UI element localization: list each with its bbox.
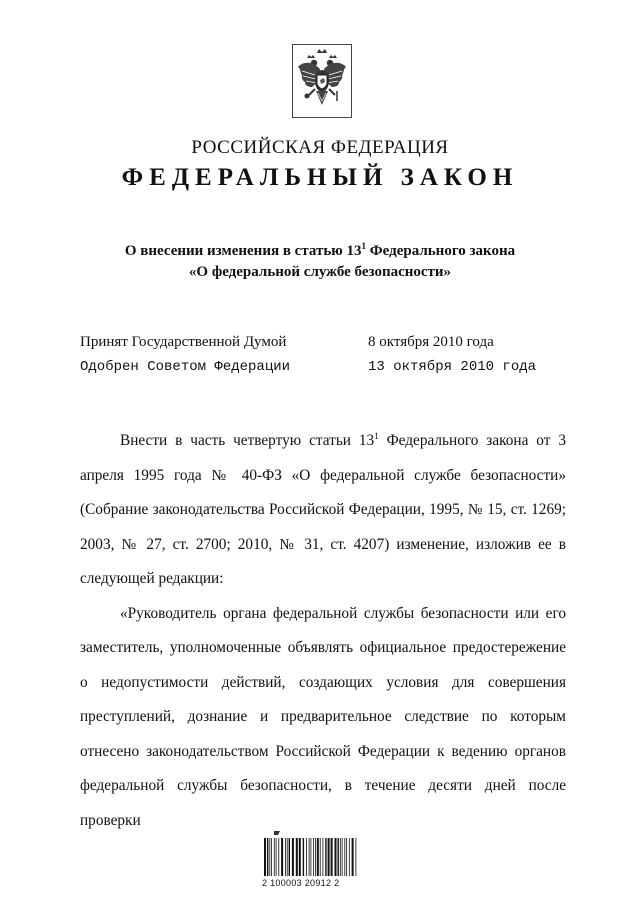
country-heading: РОССИЙСКАЯ ФЕДЕРАЦИЯ (191, 137, 449, 158)
law-title-text-end: Федерального закона (366, 243, 516, 259)
council-label: Одобрен Советом Федерации (80, 359, 291, 375)
document-type-heading: ФЕДЕРАЛЬНЫЙ ЗАКОН (121, 164, 519, 191)
law-body (80, 424, 566, 838)
duma-date: 8 октября 2010 года (368, 334, 494, 350)
barcode-icon (262, 829, 358, 879)
coat-of-arms-icon (292, 44, 352, 118)
body-paragraph-1-text-end: Федерального закона от 3 апреля 1995 года № 40-ФЗ «О федеральной службе безопасности» (Собрание законодательства Российской Федерации, 1995, № 15, ст. 1269; 2003, № 27, ст. 2700; 2010, № 31, ст. 4207) изменение, изложив ее в следующей редакции: (80, 432, 566, 587)
body-paragraph-1 (80, 424, 566, 597)
duma-label: Принят Государственной Думой (80, 334, 287, 350)
body-paragraph-1-text: Внести в часть четвертую статьи 13 (120, 432, 375, 449)
law-title-line-2: «О федеральной службе безопасности» (188, 264, 452, 280)
law-title (0, 236, 640, 283)
article-superscript: 1 (361, 241, 367, 251)
council-date: 13 октября 2010 года (368, 359, 537, 375)
body-paragraph-2: «Руководитель органа федеральной службы безопасности или его заместитель, уполномоченные объявлять официальное предостережение о недопустимости действий, создающих условия для совершения преступлений, дознание и предварительное следствие по которым отнесено законодательством Российской Федерации к ведению органов федеральной службы безопасности, в течение десяти дней после проверки (80, 604, 566, 829)
barcode-number: 2 100003 20912 2 (262, 878, 340, 888)
article-superscript-body: 1 (374, 430, 379, 441)
law-title-line-1 (0, 236, 640, 262)
law-title-text: О внесении изменения в статью 13 (124, 243, 362, 259)
